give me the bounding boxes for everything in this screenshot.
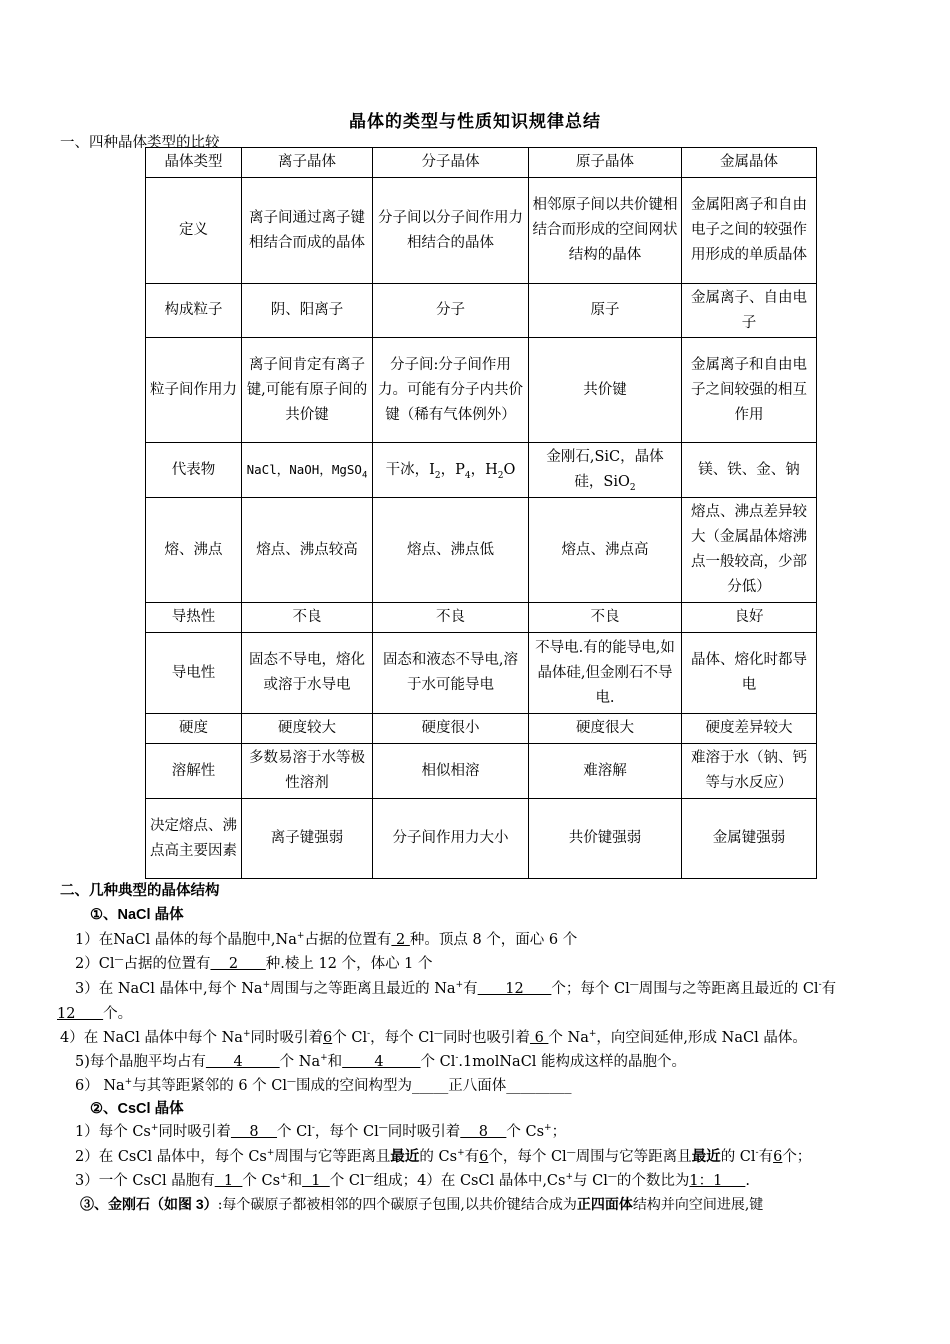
comparison-table (145, 147, 817, 879)
table-cell: 不导电.有的能导电,如晶体硅,但金刚石不导电. (529, 633, 682, 714)
table-cell: 相似相溶 (373, 744, 529, 799)
table-cell: 分子 (373, 284, 529, 338)
table-cell: 熔点、沸点高 (529, 498, 682, 603)
table-row (146, 744, 817, 799)
table-cell: 难溶于水（钠、钙等与水反应） (682, 744, 817, 799)
row-label: 溶解性 (146, 744, 242, 799)
table-cell: 固态不导电，熔化或溶于水导电 (242, 633, 373, 714)
table-row (146, 443, 817, 498)
table-row (146, 338, 817, 443)
row-label: 构成粒子 (146, 284, 242, 338)
row-label: 硬度 (146, 714, 242, 744)
table-cell: 原子 (529, 284, 682, 338)
table-cell: 晶体、熔化时都导电 (682, 633, 817, 714)
table-cell: 离子间通过离子键相结合而成的晶体 (242, 178, 373, 284)
table-cell: 金属离子和自由电子之间较强的相互作用 (682, 338, 817, 443)
header-cell: 金属晶体 (682, 148, 817, 178)
table-cell: 金属离子、自由电子 (682, 284, 817, 338)
nacl-line-5: 5)每个晶胞平均占有 4 个 Na+和 4 个 Cl-.1molNaCl 能构成这样的晶胞个。 (75, 1053, 687, 1070)
table-cell: 硬度很大 (529, 714, 682, 744)
table-row (146, 799, 817, 879)
nacl-line-3-cont: 12 个。 (57, 1006, 133, 1022)
nacl-line-3: 3）在 NaCl 晶体中,每个 Na+周围与之等距离且最近的 Na+有 12 个；每个 Cl—周围与之等距离且最近的 Cl-有 (75, 980, 837, 997)
nacl-line-2: 2）Cl—占据的位置有 2 种.棱上 12 个，体心 1 个 (75, 955, 433, 972)
table-cell: 不良 (242, 603, 373, 633)
table-cell: 熔点、沸点差异较大（金属晶体熔沸点一般较高，少部分低） (682, 498, 817, 603)
table-cell: 多数易溶于水等极性溶剂 (242, 744, 373, 799)
table-cell: 分子间作用力大小 (373, 799, 529, 879)
table-cell: 硬度很小 (373, 714, 529, 744)
table-header-row (146, 148, 817, 178)
table-row (146, 714, 817, 744)
table-cell: 离子间肯定有离子键,可能有原子间的共价键 (242, 338, 373, 443)
table-cell: 固态和液态不导电,溶于水可能导电 (373, 633, 529, 714)
table-cell: 金属阳离子和自由电子之间的较强作用形成的单质晶体 (682, 178, 817, 284)
table-cell: 不良 (529, 603, 682, 633)
table-cell: 不良 (373, 603, 529, 633)
table-cell: 阴、阳离子 (242, 284, 373, 338)
header-cell: 离子晶体 (242, 148, 373, 178)
table-cell: 分子间:分子间作用力。可能有分子内共价键（稀有气体例外） (373, 338, 529, 443)
table-row (146, 603, 817, 633)
table-cell: 良好 (682, 603, 817, 633)
row-label: 导电性 (146, 633, 242, 714)
table-cell: 难溶解 (529, 744, 682, 799)
table-cell: NaCl，NaOH，MgSO$_4$ (242, 443, 373, 498)
nacl-line-6: 6） Na+与其等距紧邻的 6 个 Cl—围成的空间构型为_____正八面体_________ (75, 1077, 572, 1094)
diamond-heading: ③、金刚石（如图 3） (80, 1196, 218, 1212)
table-cell: 干冰，$I_2$，$P_4$，$H_2O$ (373, 443, 529, 498)
row-label: 熔、沸点 (146, 498, 242, 603)
table-cell: 共价键强弱 (529, 799, 682, 879)
row-label: 定义 (146, 178, 242, 284)
cscl-line-1: 1）每个 Cs+同时吸引着 8 个 Cl-，每个 Cl—同时吸引着 8 个 Cs+； (75, 1123, 567, 1140)
row-label: 粒子间作用力 (146, 338, 242, 443)
table-row (146, 178, 817, 284)
table-cell: 金属键强弱 (682, 799, 817, 879)
nacl-line-1: 1）在NaCl 晶体的每个晶胞中,Na+占据的位置有 2 种。顶点 8 个，面心 6 个 (75, 931, 578, 948)
nacl-heading: ①、NaCl 晶体 (90, 907, 184, 923)
section2-heading: 二、几种典型的晶体结构 (60, 883, 220, 899)
cscl-heading: ②、CsCl 晶体 (90, 1101, 184, 1117)
row-label: 导热性 (146, 603, 242, 633)
section1-heading: 一、四种晶体类型的比较 (60, 135, 220, 151)
table-cell: 金刚石,SiC，晶体硅，SiO$_2$ (529, 443, 682, 498)
header-cell: 分子晶体 (373, 148, 529, 178)
table-row (146, 633, 817, 714)
table-cell: 熔点、沸点较高 (242, 498, 373, 603)
cscl-line-2: 2）在 CsCl 晶体中，每个 Cs+周围与它等距离且最近的 Cs+有6个，每个 Cl—周围与它等距离且最近的 Cl-有6个； (75, 1148, 812, 1165)
table-row (146, 498, 817, 603)
header-cell: 晶体类型 (146, 148, 242, 178)
page-title: 晶体的类型与性质知识规律总结 (349, 112, 601, 132)
table-cell: 硬度较大 (242, 714, 373, 744)
table-cell: 分子间以分子间作用力相结合的晶体 (373, 178, 529, 284)
table-cell: 镁、铁、金、钠 (682, 443, 817, 498)
table-cell: 离子键强弱 (242, 799, 373, 879)
table-cell: 硬度差异较大 (682, 714, 817, 744)
table-cell: 相邻原子间以共价键相结合而形成的空间网状结构的晶体 (529, 178, 682, 284)
header-cell: 原子晶体 (529, 148, 682, 178)
table-cell: 熔点、沸点低 (373, 498, 529, 603)
table-cell: 共价键 (529, 338, 682, 443)
row-label: 决定熔点、沸点高主要因素 (146, 799, 242, 879)
table-row (146, 284, 817, 338)
row-label: 代表物 (146, 443, 242, 498)
diamond-line: ③、金刚石（如图 3）:每个碳原子都被相邻的四个碳原子包围,以共价键结合成为正四面体结构并向空间进展,键 (80, 1196, 764, 1213)
nacl-line-4: 4）在 NaCl 晶体中每个 Na+同时吸引着6个 Cl-，每个 Cl—同时也吸引着 6 个 Na+，向空间延伸,形成 NaCl 晶体。 (60, 1029, 807, 1046)
cscl-line-3: 3）一个 CsCl 晶胞有 1 个 Cs+和 1 个 Cl—组成；4）在 CsCl 晶体中,Cs+与 Cl—的个数比为1：1 . (75, 1172, 750, 1189)
